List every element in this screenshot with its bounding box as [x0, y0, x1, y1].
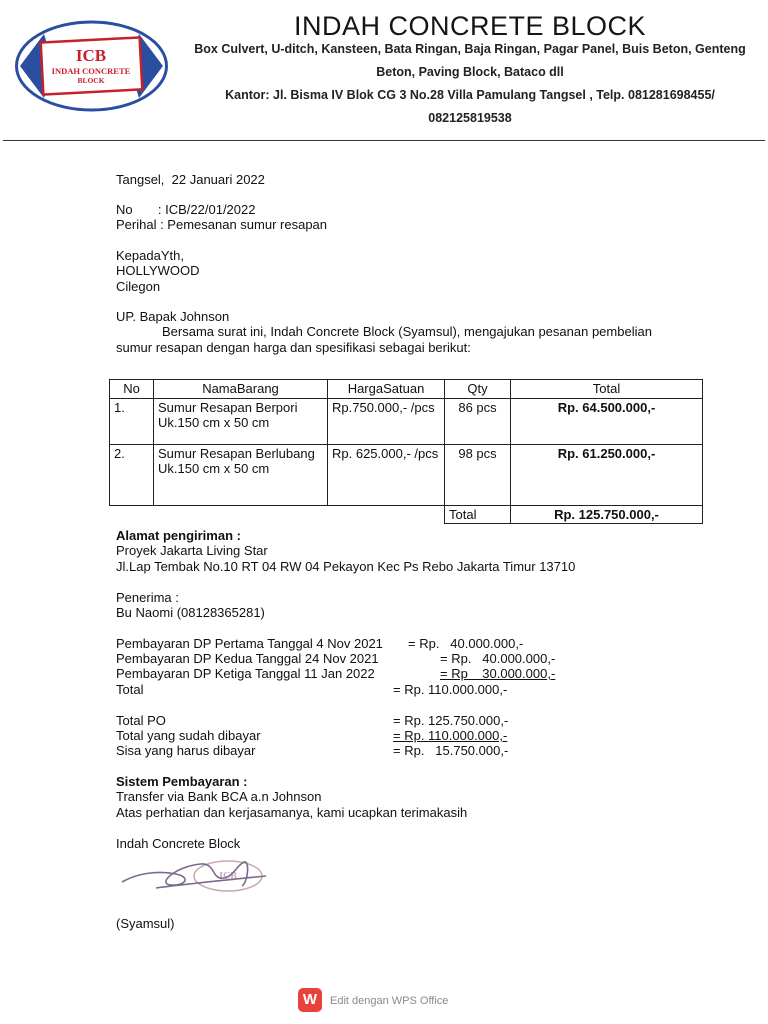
- letter-number: No : ICB/22/01/2022: [116, 202, 256, 217]
- item-name: Sumur Resapan Berpori Uk.150 cm x 50 cm: [154, 399, 328, 445]
- intro-paragraph: sumur resapan dengan harga dan spesifikasi sebagai berikut:: [116, 340, 471, 355]
- table-header-row: [110, 380, 703, 399]
- dp1-label: Pembayaran DP Pertama Tanggal 4 Nov 2021: [116, 636, 383, 651]
- receiver-name: Bu Naomi (08128365281): [116, 605, 265, 620]
- signature-stamp: [116, 852, 282, 896]
- remaining-value: = Rp. 15.750.000,-: [393, 743, 509, 758]
- products-line: Box Culvert, U-ditch, Kansteen, Bata Ringan, Baja Ringan, Pagar Panel, Buis Beton, Genteng: [194, 42, 746, 56]
- grand-total: Rp. 125.750.000,-: [511, 506, 703, 524]
- column-header: Total: [511, 380, 703, 399]
- logo-text: ICB: [75, 46, 107, 65]
- header-divider: [3, 140, 765, 141]
- sender-name: Indah Concrete Block: [116, 836, 241, 851]
- row-number: 1.: [110, 399, 154, 445]
- logo-subtitle: INDAH CONCRETE: [51, 66, 131, 76]
- item-qty: 86 pcs: [445, 399, 511, 445]
- dp3-label: Pembayaran DP Ketiga Tanggal 11 Jan 2022: [116, 666, 375, 681]
- dp2-value: = Rp. 40.000.000,-: [440, 651, 556, 666]
- payment-transfer: Transfer via Bank BCA a.n Johnson: [116, 789, 322, 804]
- column-header: Qty: [445, 380, 511, 399]
- item-name: Sumur Resapan Berlubang Uk.150 cm x 50 cm: [154, 445, 328, 506]
- wps-office-icon: W: [298, 988, 322, 1012]
- remaining-label: Sisa yang harus dibayar: [116, 743, 256, 758]
- recipient-name: HOLLYWOOD: [116, 263, 200, 278]
- column-header: No: [110, 380, 154, 399]
- address-line: 082125819538: [428, 111, 512, 125]
- company-logo: [14, 20, 169, 112]
- logo-subtitle: BLOCK: [77, 76, 105, 85]
- receiver-label: Penerima :: [116, 590, 179, 605]
- company-name: INDAH CONCRETE BLOCK: [293, 11, 647, 41]
- intro-paragraph: Bersama surat ini, Indah Concrete Block (Syamsul), mengajukan pesanan pembelian: [162, 324, 652, 339]
- order-table: [109, 379, 703, 524]
- paid-label: Total yang sudah dibayar: [116, 728, 261, 743]
- row-number: 2.: [110, 445, 154, 506]
- salutation: KepadaYth,: [116, 248, 184, 263]
- payments-total-label: Total: [116, 682, 144, 697]
- attention-line: UP. Bapak Johnson: [116, 309, 230, 324]
- payment-system-label: Sistem Pembayaran :: [116, 774, 248, 789]
- dp3-value: = Rp 30.000.000,-: [440, 666, 556, 681]
- shipping-address: Jl.Lap Tembak No.10 RT 04 RW 04 Pekayon Kec Ps Rebo Jakarta Timur 13710: [116, 559, 576, 574]
- po-label: Total PO: [116, 713, 166, 728]
- total-label: Total: [445, 506, 511, 524]
- po-value: = Rp. 125.750.000,-: [393, 713, 509, 728]
- dp2-label: Pembayaran DP Kedua Tanggal 24 Nov 2021: [116, 651, 379, 666]
- signer-name: (Syamsul): [116, 916, 175, 931]
- column-header: HargaSatuan: [328, 380, 445, 399]
- products-line: Beton, Paving Block, Bataco dll: [376, 65, 564, 79]
- recipient-city: Cilegon: [116, 279, 161, 294]
- item-total: Rp. 61.250.000,-: [511, 445, 703, 506]
- item-qty: 98 pcs: [445, 445, 511, 506]
- address-line: Kantor: Jl. Bisma IV Blok CG 3 No.28 Villa Pamulang Tangsel , Telp. 081281698455/: [225, 88, 715, 102]
- table-row: [110, 445, 703, 506]
- table-row: [110, 399, 703, 445]
- shipping-label: Alamat pengiriman :: [116, 528, 241, 543]
- shipping-project: Proyek Jakarta Living Star: [116, 543, 268, 558]
- letter-subject: Perihal : Pemesanan sumur resapan: [116, 217, 328, 232]
- paid-value: = Rp. 110.000.000,-: [393, 728, 508, 743]
- table-total-row: [110, 506, 703, 524]
- closing-thanks: Atas perhatian dan kerjasamanya, kami ucapkan terimakasih: [116, 805, 468, 820]
- item-price: Rp.750.000,- /pcs: [328, 399, 445, 445]
- item-price: Rp. 625.000,- /pcs: [328, 445, 445, 506]
- column-header: NamaBarang: [154, 380, 328, 399]
- item-total: Rp. 64.500.000,-: [511, 399, 703, 445]
- wps-edit-link[interactable]: Edit dengan WPS Office: [330, 995, 449, 1007]
- dp1-value: = Rp. 40.000.000,-: [408, 636, 524, 651]
- stamp-text: ICB: [219, 871, 237, 882]
- payments-total-value: = Rp. 110.000.000,-: [393, 682, 508, 697]
- letter-date: Tangsel, 22 Januari 2022: [116, 172, 265, 187]
